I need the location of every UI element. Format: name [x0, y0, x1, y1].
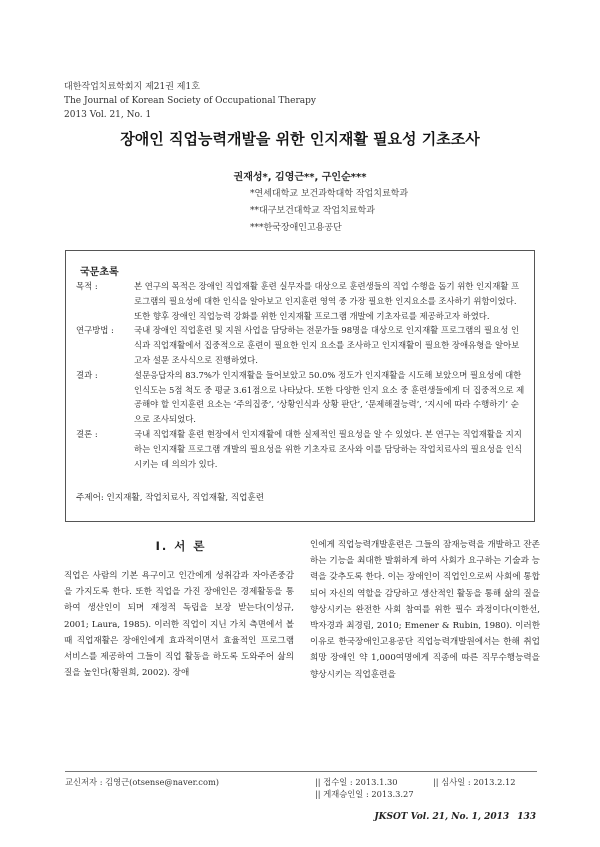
- abstract-text: 본 연구의 목적은 장애인 직업재활 훈련 실무자를 대상으로 훈련생들의 직업 수행을 돕기 위한 인지재활 프로그램의 필요성에 대한 인식을 알아보고 인지훈련 영역 중 가장 필요한 인지요소를 조사하기 위함이었다. 또한 향후 장애인 직업능력 강화를 위한 인지재활 프로그램 개발에 기초자료를 제공하고자 하였다.: [134, 281, 520, 321]
- abstract-conclusion: [76, 427, 526, 471]
- body-paragraph: 인에게 직업능력개발훈련은 그들의 잠재능력을 개발하고 잔존하는 기능을 최대한 발휘하게 하여 사회가 요구하는 기술과 능력을 갖추도록 한다. 이는 장애인이 직업인으로써 사회에 통합되어 자신의 역할을 감당하고 생산적인 활동을 통해 삶의 질을 향상시키는 완전한 사회 참여를 위한 필수 과정이다(이한선, 박자경과 최경림, 2010; Emener & Rubin, 1980). 이러한 이유로 한국장애인고용공단 직업능력개발원에서는 한해 취업 희망 장애인 약 1,000여명에게 직종에 따른 직무수행능력을 향상시키는 직업훈련을: [310, 540, 540, 680]
- page-number: 133: [517, 812, 536, 822]
- abstract-heading: 국문초록: [80, 267, 119, 278]
- dates-received-accepted: [315, 776, 414, 800]
- affiliation-2: **대구보건대학교 작업치료학과: [250, 206, 375, 216]
- abstract-body: [76, 279, 526, 471]
- abstract-methods: [76, 323, 526, 367]
- abstract-text: 국내 장애인 직업훈련 및 지원 사업을 담당하는 전문가들 98명을 대상으로 인지재활 프로그램의 필요성 인식과 직업재활에서 집중적으로 훈련이 필요한 인지 요소를 조사하고 인지재활이 필요한 장애유형을 알아보고자 설문 조사식으로 진행하였다.: [134, 325, 520, 365]
- keywords: 주제어: 인지재활, 작업치료사, 직업재활, 직업훈련: [76, 493, 265, 503]
- abstract-text: 설문응답자의 83.7%가 인지재활을 들어보았고 50.0% 정도가 인지재활을 시도해 보았으며 필요성에 대한 인식도는 5점 척도 중 평균 3.61점으로 나타났다. 또한 다양한 인지 요소 중 훈련생들에게 더 집중적으로 제공해야 할 인지훈련 요소는 ‘주의집중’, ‘상황인식과 상황 판단’, ‘문제해결능력’, ‘지시에 따라 수행하기’ 순으로 조사되었다.: [134, 369, 525, 425]
- abstract-box: [65, 250, 535, 522]
- body-paragraph: 직업은 사람의 기본 욕구이고 인간에게 성취감과 자아존중감을 가지도록 한다. 또한 직업을 가진 장애인은 경제활동을 통하여 생산인이 되며 재정적 독립을 보장 받는다(이성규, 2001; Laura, 1985). 이러한 직업이 지닌 가치 측면에서 볼 때 직업재활은 장애인에게 효과적이면서 효율적인 프로그램 서비스를 제공하여 그들이 직업 활동을 하도록 도와주어 삶의 질을 높인다(황원희, 2002). 장애: [64, 571, 294, 679]
- author-list: 권재성*, 김영근**, 구인순***: [233, 172, 367, 183]
- abstract-text: 국내 직업재활 훈련 현장에서 인지재활에 대한 실제적인 필요성을 알 수 있었다. 본 연구는 직업재활을 지지하는 인지재활 프로그램 개발의 필요성을 위한 기초자료 조사와 이를 담당하는 작업치료사의 필요성을 인식시키는 데 의의가 있다.: [134, 428, 522, 469]
- review-date: || 심사일 : 2013.2.12: [433, 777, 516, 787]
- body-column-right: [310, 537, 540, 683]
- affiliations: [250, 186, 408, 237]
- section-heading: Ⅰ. 서 론: [155, 539, 207, 553]
- body-column-left: [64, 568, 294, 681]
- abstract-label: 결과 :: [76, 369, 98, 380]
- journal-header: [64, 80, 316, 122]
- journal-volume: 2013 Vol. 21, No. 1: [64, 110, 152, 120]
- journal-reference: JKSOT Vol. 21, No. 1, 2013: [374, 812, 510, 822]
- accepted-date: || 게재승인일 : 2013.3.27: [315, 789, 414, 799]
- abstract-results: [76, 368, 526, 427]
- journal-name-english: The Journal of Korean Society of Occupational Therapy: [64, 96, 317, 106]
- affiliation-1: *연세대학교 보건과학대학 작업치료학과: [250, 189, 409, 199]
- correspondence-note: 교신저자 : 김영근(otsense@naver.com): [65, 777, 220, 787]
- paper-title: 장애인 직업능력개발을 위한 인지재활 필요성 기초조사: [120, 130, 480, 148]
- abstract-label: 결론 :: [76, 428, 98, 439]
- abstract-purpose: [76, 279, 526, 323]
- page-footer: [374, 812, 536, 822]
- affiliation-3: ***한국장애인고용공단: [250, 223, 342, 233]
- journal-name-korean: 대한작업치료학회지 제21권 제1호: [64, 82, 200, 92]
- abstract-label: 목적 :: [76, 281, 98, 291]
- abstract-label: 연구방법 :: [76, 325, 114, 336]
- footnote-divider: [65, 771, 537, 772]
- received-date: || 접수일 : 2013.1.30: [315, 777, 398, 787]
